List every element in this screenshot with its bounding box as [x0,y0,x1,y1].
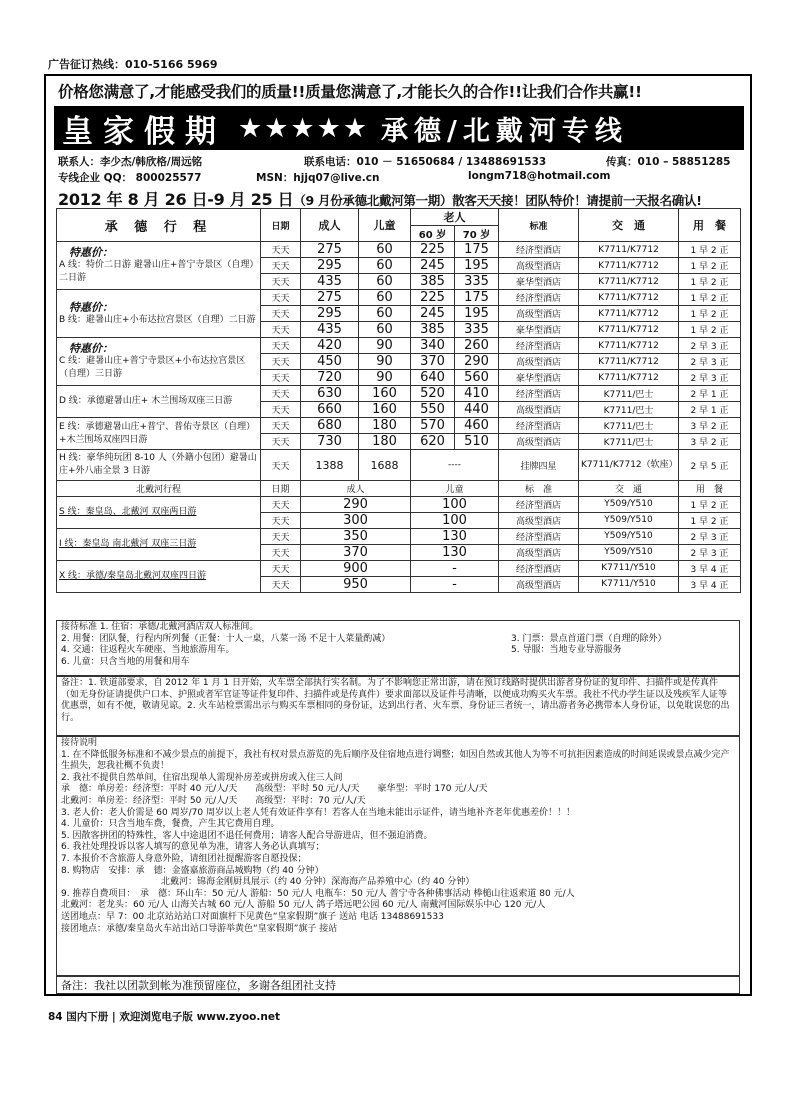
cell-adult-price: 900 [301,560,411,576]
cell-child-price: 60 [359,306,411,322]
cell-senior60-price: 370 [411,354,455,370]
cell-child-price: 90 [359,338,411,354]
cell-senior70-price: 410 [455,386,499,402]
instruction-9b: 北戴河：老龙头：60 元/人 山海关古城 60 元/人 游船 50 元/人 鸽子塔远吧公园 60 元/人 南戴河国际娱乐中心 120 元/人 [61,900,546,911]
cell-transport: K7711/K7712 [579,306,679,322]
stars-icon: ★★★★★ [238,112,370,144]
bdh-header-route: 北戴河行程 [57,481,261,497]
reception-line-4: 6. 儿童：只含当地的用餐和用车 [61,656,190,667]
instruction-4: 4. 儿童价：只含当地车费，餐费，产生其它费用自理。 [61,819,280,830]
cell-standard: 高级型酒店 [499,258,579,274]
cell-adult-price: 630 [301,386,359,402]
title-banner [54,106,744,150]
cell-adult-price: 275 [301,290,359,306]
cell-senior60-price: 245 [411,258,455,274]
route-text: D 线：承德避暑山庄+ 木兰围场双座三日游 [59,396,233,406]
cell-date: 天天 [261,354,301,370]
cell-transport: K7711/K7712 [579,274,679,290]
cell-date: 天天 [261,544,301,560]
cell-standard: 经济型酒店 [499,338,579,354]
page-footer: 84 国内下册 | 欢迎浏览电子版 www.zyoo.net [48,1011,280,1023]
route-text: A 线：特价二日游 避暑山庄+普宁寺景区（自理）二日游 [59,260,254,283]
cell-transport: K7711/巴士 [579,434,679,450]
instruction-2b: 北戴河：单房差：经济型：平时 50 元/人/天 高级型：平时：70 元/人/天 [61,795,366,806]
table-row [57,386,741,402]
cell-adult-price: 300 [301,512,411,528]
instruction-7: 7. 本报价不含旅游人身意外险，请组团社提醒游客自愿投保； [61,853,307,864]
header-senior: 老人 [411,209,499,226]
route-cell [57,386,261,418]
contact-fax: 传真：010 – 58851285 [606,156,731,168]
cell-adult-price: 1388 [301,450,359,481]
cell-date: 天天 [261,434,301,450]
instruction-5: 5. 因散客拼团的特殊性，客人中途退团不退任何费用；请客人配合导游进店，但不强迫消费。 [61,830,433,841]
route-text: X 线：承德/秦皇岛北戴河双座四日游 [59,570,207,581]
cell-senior70-price: 560 [455,370,499,386]
date-note: （9 月份承德北戴河第一期）散客天天接！团队特价！请提前一天报名确认! [293,193,702,208]
instruction-8: 8. 购物店 安排：承 德：金盛嘉旅游商品城购物（约 40 分钟） [61,865,324,876]
cell-adult-price: 370 [301,544,411,560]
cell-senior70-price: 460 [455,418,499,434]
promo-label: 特惠价： [69,342,113,355]
contact-people: 联系人：李少杰/韩欣格/周远铭 [58,156,203,168]
cell-senior60-price: 225 [411,290,455,306]
cell-meals: 1 早 2 正 [679,242,741,258]
instructions-box [56,736,740,976]
cell-date: 天天 [261,560,301,576]
cell-transport: Y509/Y510 [579,528,679,544]
cell-senior70-price: 440 [455,402,499,418]
cell-senior60-price: 570 [411,418,455,434]
table-row [57,496,741,512]
cell-adult-price: 290 [301,496,411,512]
cell-standard: 高级型酒店 [499,402,579,418]
cell-date: 天天 [261,338,301,354]
cell-child-price: 100 [411,512,499,528]
cell-standard: 高级型酒店 [499,544,579,560]
cell-standard: 高级型酒店 [499,434,579,450]
ad-hotline: 广告征订热线：010-5166 5969 [48,58,218,71]
contact-phone: 联系电话：010 － 51650684 / 13488691533 [304,156,547,168]
cell-senior70-price: 335 [455,274,499,290]
cell-meals: 1 早 2 正 [679,306,741,322]
cell-standard: 豪华型酒店 [499,274,579,290]
cell-transport: Y509/Y510 [579,512,679,528]
cell-child-price: 60 [359,322,411,338]
header-date: 日期 [261,209,301,242]
instruction-1: 1. 在不降低服务标准和不减少景点的前提下，我社有权对景点游览的先后顺序及住宿地点进行调整；如因自然或其他人为等不可抗拒因素造成的时间延误或景点减少完产生损失，恕我社概不负责！ [61,749,730,772]
header-age-60: 60 岁 [411,226,455,242]
table-row [57,418,741,434]
cell-adult-price: 295 [301,306,359,322]
cell-standard: 高级型酒店 [499,512,579,528]
cell-senior-price: ---- [411,450,499,481]
bdh-header-standard: 标 准 [499,481,579,497]
route-cell [57,290,261,338]
cell-date: 天天 [261,418,301,434]
cell-senior70-price: 195 [455,306,499,322]
cell-child-price: 60 [359,274,411,290]
cell-senior60-price: 385 [411,322,455,338]
cell-date: 天天 [261,242,301,258]
cell-child-price: - [411,576,499,592]
cell-senior70-price: 260 [455,338,499,354]
cell-meals: 2 早 3 正 [679,338,741,354]
cell-meals: 3 早 4 正 [679,576,741,592]
cell-transport: K7711/Y510 [579,576,679,592]
route-text: S 线：秦皇岛、北戴河 双座两日游 [59,506,197,517]
route-cell [57,242,261,290]
cell-adult-price: 350 [301,528,411,544]
bdh-header-date: 日期 [261,481,301,497]
header-route: 承 德 行 程 [57,209,261,242]
reception-standards [56,620,740,676]
cell-adult-price: 450 [301,354,359,370]
cell-standard: 经济型酒店 [499,528,579,544]
cell-standard: 经济型酒店 [499,418,579,434]
cell-transport: K7711/巴士 [579,386,679,402]
cell-child-price: 160 [359,402,411,418]
cell-child-price: 1688 [359,450,411,481]
route-text: C 线：避暑山庄+普宁寺景区+小布达拉宫景区（自理）三日游 [59,356,246,379]
cell-meals: 2 早 3 正 [679,354,741,370]
instruction-10: 送团地点：早 7：00 北京站站站口对面旗杆下见黄色“皇家假期”旗子 送站 电话 13488691533 [61,911,444,922]
cell-meals: 2 早 5 正 [679,450,741,481]
cell-transport: K7711/K7712 [579,258,679,274]
cell-adult-price: 420 [301,338,359,354]
route-cell [57,560,261,592]
cell-adult-price: 950 [301,576,411,592]
remark-box [56,676,740,736]
cell-senior60-price: 620 [411,434,455,450]
cell-senior70-price: 510 [455,434,499,450]
header-meals: 用 餐 [679,209,741,242]
header-child: 儿童 [359,209,411,242]
cell-child-price: 160 [359,386,411,402]
cell-standard: 高级型酒店 [499,306,579,322]
cell-meals: 2 早 3 正 [679,528,741,544]
cell-adult-price: 275 [301,242,359,258]
table-row [57,528,741,544]
cell-standard: 经济型酒店 [499,290,579,306]
cell-standard: 高级型酒店 [499,576,579,592]
date-line [58,187,702,210]
header-adult: 成人 [301,209,359,242]
cell-transport: K7711/巴士 [579,402,679,418]
cell-senior70-price: 175 [455,290,499,306]
reception-line-2a: 2. 用餐：团队餐，行程内所列餐（正餐：十人一桌，八菜一汤 不足十人菜量酌减） [61,633,391,644]
cell-date: 天天 [261,576,301,592]
remark-text: 备注：1. 铁道部要求，自 2012 年 1 月 1 日开始，火车票全部执行实名制。为了不影响您正常出游，请在预订线路时提供出游者身份证的复印件、扫描件或是传真件（如无身份证请提供户口本、护照或者军官证等证件复印件、扫描件或是传真件）要求面部以及证件号清晰，以便成功购买火车票。我社不代办学生证以及残疾军人证等优惠票，如有不便，敬请见谅。2. 火车站检票需出示与购买车票相同的身份证，达到出行者、火车票、身份证三者统一，请出游者务必携带本人身份证，以免耽误您的出行。 [61,678,730,723]
contact-msn: MSN：hjjq07@live.cn [256,172,380,184]
table-row [57,450,741,481]
route-cell [57,496,261,528]
instruction-3: 3. 老人价：老人价需是 60 周岁/70 周岁以上老人凭有效证件享有！若客人在当地未能出示证件，请当地补齐老年优惠差价！！！ [61,807,575,818]
cell-adult-price: 720 [301,370,359,386]
cell-meals: 2 早 1 正 [679,402,741,418]
cell-child-price: 130 [411,528,499,544]
header-transport: 交 通 [579,209,679,242]
cell-senior60-price: 340 [411,338,455,354]
cell-child-price: 90 [359,370,411,386]
cell-meals: 1 早 2 正 [679,274,741,290]
cell-date: 天天 [261,370,301,386]
cell-meals: 3 早 2 正 [679,434,741,450]
table-header-row [57,209,741,226]
cell-meals: 2 早 1 正 [679,386,741,402]
cell-adult-price: 730 [301,434,359,450]
cell-senior60-price: 385 [411,274,455,290]
cell-child-price: 180 [359,418,411,434]
reception-line-3a: 4. 交通：往返程火车硬座、当地旅游用车。 [61,645,235,656]
cell-transport: K7711/K7712 [579,370,679,386]
bdh-header-child: 儿童 [411,481,499,497]
cell-date: 天天 [261,322,301,338]
cell-meals: 1 早 2 正 [679,496,741,512]
instruction-2a: 承 德：单房差：经济型：平时 40 元/人/天 高级型：平时 50 元/人/天 豪华型：平时 170 元/人/天 [61,784,488,795]
contact-email: longm718@hotmail.com [468,170,611,182]
cell-transport: Y509/Y510 [579,544,679,560]
bottom-note-text: 备注：我社以团款到帐为准预留座位，多谢各组团社支持 [61,979,336,992]
cell-meals: 2 早 3 正 [679,370,741,386]
instruction-8b: 北戴河：锦海金刚厨具展示（约 40 分钟）深海海产品养殖中心（约 40 分钟） [161,877,475,888]
instruction-6: 6. 我社处理投诉以客人填写的意见单为准，请客人务必认真填写； [61,842,325,853]
route-cell [57,528,261,560]
cell-adult-price: 680 [301,418,359,434]
cell-senior60-price: 550 [411,402,455,418]
cell-child-price: 130 [411,544,499,560]
cell-transport: K7711/Y510 [579,560,679,576]
cell-child-price: 60 [359,290,411,306]
cell-child-price: 60 [359,242,411,258]
table-row [57,290,741,306]
cell-meals: 3 早 2 正 [679,418,741,434]
bdh-header-transport: 交 通 [579,481,679,497]
instructions-title: 接待说明 [61,738,98,748]
cell-standard: 豪华型酒店 [499,322,579,338]
cell-senior70-price: 335 [455,322,499,338]
route-text: B 线：避暑山庄+小布达拉宫景区（自理）二日游 [59,314,256,325]
cell-adult-price: 435 [301,322,359,338]
cell-child-price: - [411,560,499,576]
route-text: E 线：承德避暑山庄+普宁、普佑寺景区（自理）+木兰围场双座四日游 [59,421,256,445]
instruction-2: 2. 我社不提供自然单间，住宿出现单人需现补房差或拼房或入住三人间 [61,772,343,783]
cell-date: 天天 [261,386,301,402]
route-title: 承德/北戴河专线 [381,115,628,147]
cell-senior70-price: 290 [455,354,499,370]
cell-adult-price: 660 [301,402,359,418]
cell-child-price: 180 [359,434,411,450]
cell-senior60-price: 640 [411,370,455,386]
reception-line-1: 接待标准 1. 住宿：承德/北戴河酒店双人标准间。 [61,622,259,632]
instruction-9: 9. 推荐自费项目： 承 德：环山车：50 元/人 游船：50 元/人 电瓶车：50 元/人 普宁寺各种佛事活动 棒槌山往返索道 80 元/人 [61,888,575,899]
reception-line-3b: 5. 导服：当地专业导游服务 [511,645,622,656]
cell-date: 天天 [261,290,301,306]
cell-adult-price: 295 [301,258,359,274]
cell-transport: K7711/K7712 [579,322,679,338]
cell-meals: 1 早 2 正 [679,290,741,306]
brand-name: 皇家假期 [62,113,226,150]
cell-transport: Y509/Y510 [579,496,679,512]
cell-date: 天天 [261,258,301,274]
cell-child-price: 90 [359,354,411,370]
cell-standard: 经济型酒店 [499,242,579,258]
cell-transport: K7711/K7712 [579,290,679,306]
route-cell [57,338,261,386]
slogan: 价格您满意了,才能感受我们的质量!!质量您满意了,才能长久的合作!!让我们合作共赢!! [58,83,642,101]
cell-date: 天天 [261,496,301,512]
cell-child-price: 100 [411,496,499,512]
cell-standard: 经济型酒店 [499,386,579,402]
cell-senior70-price: 175 [455,242,499,258]
table-row [57,242,741,258]
cell-transport: K7711/K7712（软座） [579,450,679,481]
header-standard: 标准 [499,209,579,242]
route-text: I 线：秦皇岛 南北戴河 双座三日游 [59,538,197,549]
beidaihe-header-row [57,481,741,497]
cell-meals: 1 早 2 正 [679,258,741,274]
cell-senior70-price: 195 [455,258,499,274]
cell-senior60-price: 225 [411,242,455,258]
bottom-note [56,976,740,994]
price-table [56,208,741,593]
cell-meals: 1 早 2 正 [679,512,741,528]
route-cell [57,418,261,450]
table-row [57,338,741,354]
route-cell: H 线：豪华纯玩团 8-10 人（外籍小包团）避暑山庄+外八庙全景 3 日游 [57,450,261,481]
cell-date: 天天 [261,306,301,322]
cell-transport: K7711/巴士 [579,418,679,434]
bdh-header-meals: 用 餐 [679,481,741,497]
cell-senior60-price: 245 [411,306,455,322]
cell-date: 天天 [261,450,301,481]
cell-senior60-price: 520 [411,386,455,402]
promo-label: 特惠价： [69,300,113,314]
bdh-header-adult: 成人 [301,481,411,497]
promo-label: 特惠价： [69,246,113,259]
cell-standard: 挂牌四星 [499,450,579,481]
cell-transport: K7711/K7712 [579,338,679,354]
contact-qq: 专线企业 QQ： 800025577 [58,172,202,184]
cell-date: 天天 [261,402,301,418]
table-row [57,560,741,576]
cell-meals: 3 早 4 正 [679,560,741,576]
cell-standard: 经济型酒店 [499,560,579,576]
cell-standard: 高级型酒店 [499,354,579,370]
cell-standard: 豪华型酒店 [499,370,579,386]
cell-meals: 2 早 3 正 [679,544,741,560]
instruction-11: 接团地点：承德/秦皇岛火车站出站口导游举黄色“皇家假期”旗子 接站 [61,923,338,934]
cell-meals: 1 早 2 正 [679,322,741,338]
cell-date: 天天 [261,512,301,528]
cell-child-price: 60 [359,258,411,274]
tour-dates: 2012 年 8 月 26 日-9 月 25 日 [58,190,294,209]
cell-standard: 经济型酒店 [499,496,579,512]
cell-transport: K7711/K7712 [579,354,679,370]
cell-transport: K7711/K7712 [579,242,679,258]
reception-line-2b: 3. 门票：景点首道门票（自理的除外） [511,633,667,644]
cell-adult-price: 435 [301,274,359,290]
header-age-70: 70 岁 [455,226,499,242]
cell-date: 天天 [261,274,301,290]
cell-date: 天天 [261,528,301,544]
